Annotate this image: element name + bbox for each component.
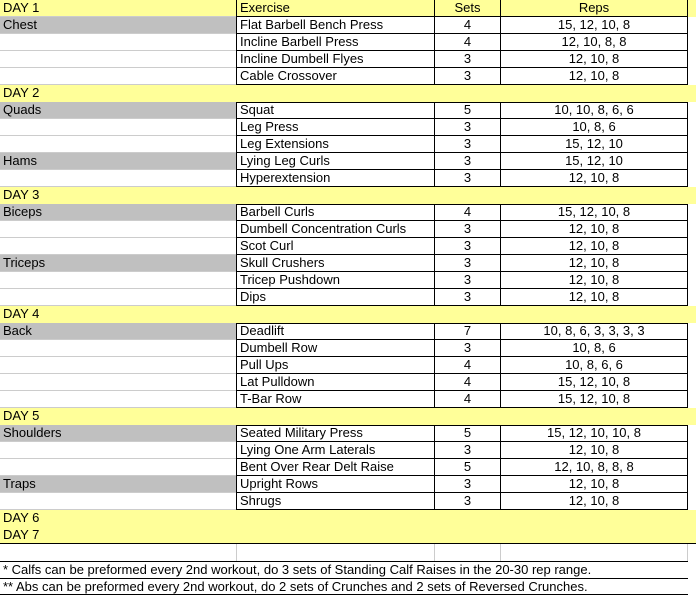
sets-cell: 3 bbox=[434, 442, 500, 459]
reps-cell: 10, 8, 6, 3, 3, 3, 3 bbox=[500, 323, 688, 340]
table-row bbox=[0, 493, 696, 510]
reps-cell: 12, 10, 8 bbox=[500, 238, 688, 255]
spacer-cell bbox=[236, 544, 434, 561]
muscle-group-cell bbox=[0, 221, 236, 238]
table-row bbox=[0, 442, 696, 459]
table-row bbox=[0, 459, 696, 476]
sets-cell: 5 bbox=[434, 459, 500, 476]
header-spacer-cell bbox=[688, 0, 696, 17]
day-band-row: DAY 4 bbox=[0, 306, 696, 323]
sets-cell: 3 bbox=[434, 51, 500, 68]
muscle-group-cell: Chest bbox=[0, 17, 236, 34]
muscle-group-cell bbox=[0, 34, 236, 51]
table-row bbox=[0, 323, 696, 340]
reps-cell: 12, 10, 8 bbox=[500, 221, 688, 238]
table-row bbox=[0, 68, 696, 85]
table-row bbox=[0, 391, 696, 408]
reps-cell: 15, 12, 10 bbox=[500, 153, 688, 170]
table-row bbox=[0, 340, 696, 357]
table-row bbox=[0, 170, 696, 187]
table-row bbox=[0, 255, 696, 272]
table-row bbox=[0, 51, 696, 68]
reps-cell: 10, 10, 8, 6, 6 bbox=[500, 102, 688, 119]
muscle-group-cell: Shoulders bbox=[0, 425, 236, 442]
table-row bbox=[0, 102, 696, 119]
sets-cell: 4 bbox=[434, 204, 500, 221]
footnote-calfs: * Calfs can be preformed every 2nd workout, do 3 sets of Standing Calf Raises in the 20-30 rep range. bbox=[0, 561, 688, 578]
muscle-group-cell: Triceps bbox=[0, 255, 236, 272]
exercise-cell: T-Bar Row bbox=[236, 391, 434, 408]
col-header-day: DAY 1 bbox=[0, 0, 236, 17]
header-row bbox=[0, 0, 696, 17]
table-row bbox=[0, 221, 696, 238]
muscle-group-cell bbox=[0, 391, 236, 408]
table-row bbox=[0, 153, 696, 170]
reps-cell: 15, 12, 10, 8 bbox=[500, 204, 688, 221]
sets-cell: 3 bbox=[434, 255, 500, 272]
sets-cell: 5 bbox=[434, 102, 500, 119]
reps-cell: 12, 10, 8 bbox=[500, 68, 688, 85]
muscle-group-cell bbox=[0, 272, 236, 289]
muscle-group-cell: Back bbox=[0, 323, 236, 340]
reps-cell: 12, 10, 8, 8 bbox=[500, 34, 688, 51]
reps-cell: 12, 10, 8 bbox=[500, 272, 688, 289]
muscle-group-cell bbox=[0, 357, 236, 374]
exercise-cell: Dips bbox=[236, 289, 434, 306]
reps-cell: 12, 10, 8 bbox=[500, 51, 688, 68]
col-header-reps: Reps bbox=[500, 0, 688, 17]
exercise-cell: Leg Press bbox=[236, 119, 434, 136]
exercise-cell: Incline Dumbell Flyes bbox=[236, 51, 434, 68]
muscle-group-cell bbox=[0, 68, 236, 85]
exercise-cell: Lying Leg Curls bbox=[236, 153, 434, 170]
table-row bbox=[0, 289, 696, 306]
reps-cell: 15, 12, 10, 8 bbox=[500, 391, 688, 408]
muscle-group-cell bbox=[0, 238, 236, 255]
table-row bbox=[0, 425, 696, 442]
muscle-group-cell bbox=[0, 442, 236, 459]
exercise-cell: Skull Crushers bbox=[236, 255, 434, 272]
reps-cell: 12, 10, 8 bbox=[500, 493, 688, 510]
sets-cell: 3 bbox=[434, 136, 500, 153]
reps-cell: 12, 10, 8 bbox=[500, 476, 688, 493]
muscle-group-cell bbox=[0, 170, 236, 187]
exercise-cell: Dumbell Concentration Curls bbox=[236, 221, 434, 238]
exercise-cell: Bent Over Rear Delt Raise bbox=[236, 459, 434, 476]
reps-cell: 12, 10, 8 bbox=[500, 170, 688, 187]
sets-cell: 3 bbox=[434, 340, 500, 357]
reps-cell: 15, 12, 10, 8 bbox=[500, 374, 688, 391]
exercise-cell: Upright Rows bbox=[236, 476, 434, 493]
day-band-row: DAY 6 bbox=[0, 510, 696, 527]
exercise-cell: Flat Barbell Bench Press bbox=[236, 17, 434, 34]
sets-cell: 3 bbox=[434, 289, 500, 306]
table-row bbox=[0, 238, 696, 255]
reps-cell: 15, 12, 10, 8 bbox=[500, 17, 688, 34]
muscle-group-cell bbox=[0, 289, 236, 306]
reps-cell: 12, 10, 8 bbox=[500, 255, 688, 272]
exercise-cell: Lat Pulldown bbox=[236, 374, 434, 391]
sets-cell: 3 bbox=[434, 221, 500, 238]
exercise-cell: Incline Barbell Press bbox=[236, 34, 434, 51]
day-band-row: DAY 7 bbox=[0, 527, 696, 544]
sets-cell: 7 bbox=[434, 323, 500, 340]
exercise-cell: Pull Ups bbox=[236, 357, 434, 374]
exercise-cell: Hyperextension bbox=[236, 170, 434, 187]
table-row bbox=[0, 272, 696, 289]
sets-cell: 3 bbox=[434, 238, 500, 255]
table-row bbox=[0, 34, 696, 51]
table-row bbox=[0, 374, 696, 391]
exercise-cell: Seated Military Press bbox=[236, 425, 434, 442]
reps-cell: 15, 12, 10 bbox=[500, 136, 688, 153]
sets-cell: 3 bbox=[434, 476, 500, 493]
muscle-group-cell bbox=[0, 136, 236, 153]
reps-cell: 10, 8, 6 bbox=[500, 119, 688, 136]
exercise-cell: Tricep Pushdown bbox=[236, 272, 434, 289]
sets-cell: 3 bbox=[434, 119, 500, 136]
sets-cell: 3 bbox=[434, 170, 500, 187]
muscle-group-cell bbox=[0, 51, 236, 68]
muscle-group-cell bbox=[0, 374, 236, 391]
col-header-exercise: Exercise bbox=[236, 0, 434, 17]
table-row bbox=[0, 17, 696, 34]
reps-cell: 12, 10, 8, 8, 8 bbox=[500, 459, 688, 476]
muscle-group-cell bbox=[0, 493, 236, 510]
sets-cell: 3 bbox=[434, 68, 500, 85]
sets-cell: 4 bbox=[434, 34, 500, 51]
spacer-cell bbox=[0, 544, 236, 561]
muscle-group-cell: Hams bbox=[0, 153, 236, 170]
table-row bbox=[0, 357, 696, 374]
spacer-cell bbox=[500, 544, 688, 561]
muscle-group-cell bbox=[0, 340, 236, 357]
spacer-row bbox=[0, 544, 696, 561]
table-row bbox=[0, 204, 696, 221]
day-band-row: DAY 3 bbox=[0, 187, 696, 204]
exercise-cell: Barbell Curls bbox=[236, 204, 434, 221]
table-row bbox=[0, 136, 696, 153]
sets-cell: 4 bbox=[434, 391, 500, 408]
reps-cell: 10, 8, 6 bbox=[500, 340, 688, 357]
exercise-cell: Squat bbox=[236, 102, 434, 119]
day-band-row: DAY 2 bbox=[0, 85, 696, 102]
exercise-cell: Scot Curl bbox=[236, 238, 434, 255]
reps-cell: 15, 12, 10, 10, 8 bbox=[500, 425, 688, 442]
exercise-cell: Shrugs bbox=[236, 493, 434, 510]
muscle-group-cell bbox=[0, 119, 236, 136]
table-row bbox=[0, 119, 696, 136]
reps-cell: 12, 10, 8 bbox=[500, 442, 688, 459]
sets-cell: 5 bbox=[434, 425, 500, 442]
muscle-group-cell: Biceps bbox=[0, 204, 236, 221]
exercise-cell: Cable Crossover bbox=[236, 68, 434, 85]
sets-cell: 4 bbox=[434, 357, 500, 374]
reps-cell: 12, 10, 8 bbox=[500, 289, 688, 306]
sets-cell: 3 bbox=[434, 153, 500, 170]
exercise-cell: Leg Extensions bbox=[236, 136, 434, 153]
sets-cell: 3 bbox=[434, 493, 500, 510]
sets-cell: 4 bbox=[434, 374, 500, 391]
footnote-abs: ** Abs can be preformed every 2nd workout, do 2 sets of Crunches and 2 sets of Reversed Crunches. bbox=[0, 578, 688, 595]
sets-cell: 3 bbox=[434, 272, 500, 289]
spacer-cell bbox=[434, 544, 500, 561]
muscle-group-cell: Traps bbox=[0, 476, 236, 493]
table-row bbox=[0, 476, 696, 493]
exercise-cell: Lying One Arm Laterals bbox=[236, 442, 434, 459]
day-band-row: DAY 5 bbox=[0, 408, 696, 425]
muscle-group-cell bbox=[0, 459, 236, 476]
col-header-sets: Sets bbox=[434, 0, 500, 17]
sets-cell: 4 bbox=[434, 17, 500, 34]
exercise-cell: Dumbell Row bbox=[236, 340, 434, 357]
exercise-cell: Deadlift bbox=[236, 323, 434, 340]
muscle-group-cell: Quads bbox=[0, 102, 236, 119]
reps-cell: 10, 8, 6, 6 bbox=[500, 357, 688, 374]
